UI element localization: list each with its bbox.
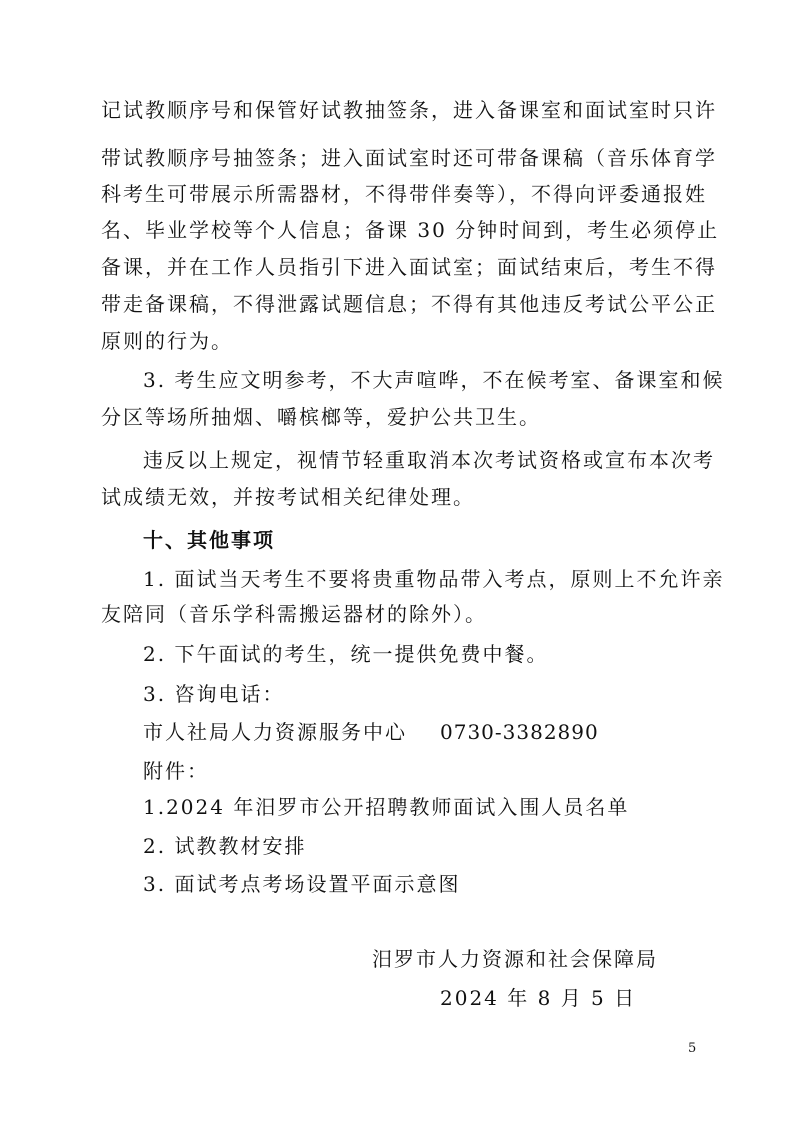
attachments-label: 附件： bbox=[143, 759, 209, 783]
section-heading: 十、其他事项 bbox=[143, 528, 275, 552]
page-number: 5 bbox=[688, 1041, 697, 1056]
attachment-item: 1.2024 年汨罗市公开招聘教师面试入围人员名单 bbox=[143, 795, 630, 819]
paragraph-line: 违反以上规定，视情节轻重取消本次考试资格或宣布本次考 bbox=[143, 448, 715, 472]
paragraph-line: 试成绩无效，并按考试相关纪律处理。 bbox=[101, 485, 475, 509]
paragraph-line: 带试教顺序号抽签条；进入面试室时还可带备课稿（音乐体育学 bbox=[101, 146, 717, 170]
paragraph-line: 记试教顺序号和保管好试教抽签条，进入备课室和面试室时只许 bbox=[101, 98, 717, 122]
contact-phone: 0730-3382890 bbox=[440, 720, 599, 744]
signature-date: 2024 年 8 月 5 日 bbox=[440, 986, 637, 1010]
contact-name: 市人社局人力资源服务中心 bbox=[143, 720, 407, 744]
list-item: 1. 面试当天考生不要将贵重物品带入考点，原则上不允许亲 bbox=[143, 567, 725, 591]
paragraph-line: 原则的行为。 bbox=[101, 329, 233, 353]
attachment-item: 3. 面试考点考场设置平面示意图 bbox=[143, 872, 461, 896]
list-item: 友陪同（音乐学科需搬运器材的除外）。 bbox=[101, 602, 487, 626]
paragraph-line: 3. 考生应文明参考，不大声喧哗，不在候考室、备课室和候 bbox=[143, 368, 725, 392]
paragraph-line: 名、毕业学校等个人信息；备课 30 分钟时间到，考生必须停止 bbox=[101, 218, 720, 242]
paragraph-line: 科考生可带展示所需器材，不得带伴奏等），不得向评委通报姓 bbox=[101, 182, 707, 206]
list-item: 2. 下午面试的考生，统一提供免费中餐。 bbox=[143, 642, 549, 666]
paragraph-line: 带走备课稿，不得泄露试题信息；不得有其他违反考试公平公正 bbox=[101, 292, 717, 316]
list-item: 3. 咨询电话： bbox=[143, 682, 285, 706]
signature-organization: 汨罗市人力资源和社会保障局 bbox=[372, 947, 658, 971]
paragraph-line: 备课，并在工作人员指引下进入面试室；面试结束后，考生不得 bbox=[101, 255, 717, 279]
paragraph-line: 分区等场所抽烟、嚼槟榔等，爱护公共卫生。 bbox=[101, 405, 541, 429]
attachment-item: 2. 试教教材安排 bbox=[143, 834, 307, 858]
